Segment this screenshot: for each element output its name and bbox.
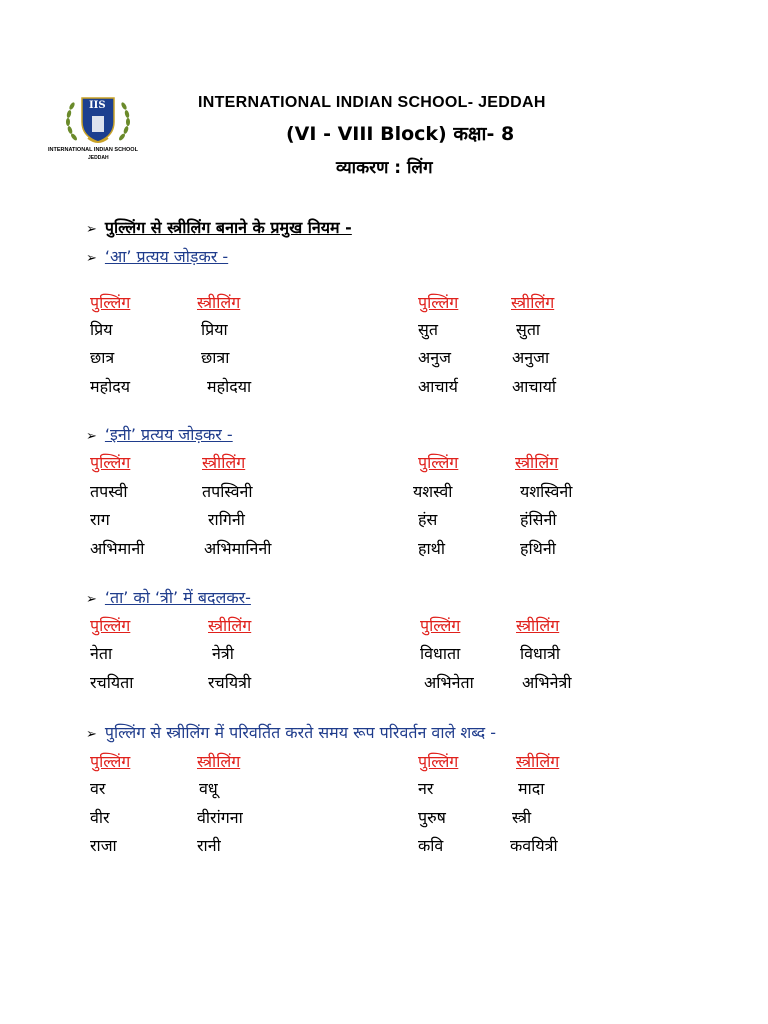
school-name: INTERNATIONAL INDIAN SCHOOL- JEDDAH [198, 94, 546, 111]
col-header-fem: स्त्रीलिंग [202, 453, 246, 472]
word: नेत्री [212, 644, 234, 663]
topic-title: व्याकरण : लिंग [336, 158, 433, 178]
col-header-masc: पुल्लिंग [418, 752, 459, 771]
word: प्रिय [90, 320, 113, 339]
col-header-fem: स्त्रीलिंग [197, 752, 241, 771]
word: रचयित्री [208, 673, 252, 692]
word: राजा [90, 836, 117, 855]
word: कवयित्री [510, 836, 558, 855]
col-header-masc: पुल्लिंग [90, 453, 131, 472]
word: अनुजा [512, 348, 550, 367]
col-header-fem: स्त्रीलिंग [515, 453, 559, 472]
block-class: (VI - VIII Block) कक्षा- 8 [286, 123, 515, 145]
section-1-title: ➢ ‘आ’ प्रत्यय जोड़कर - [86, 247, 229, 266]
word: रानी [197, 836, 221, 855]
col-header-masc: पुल्लिंग [90, 293, 131, 312]
word: अभिनेता [424, 673, 474, 692]
word: अनुज [418, 348, 451, 367]
col-header-fem: स्त्रीलिंग [197, 293, 241, 312]
word: हथिनी [520, 539, 556, 558]
word: कवि [418, 836, 444, 855]
word: महोदया [207, 377, 252, 396]
logo-caption: INTERNATIONAL INDIAN SCHOOL [48, 147, 138, 153]
col-header-fem: स्त्रीलिंग [208, 616, 252, 635]
word: विधात्री [520, 644, 561, 663]
bullet-arrow-icon: ➢ [86, 429, 97, 444]
word: यशस्विनी [520, 482, 573, 501]
word: तपस्विनी [202, 482, 253, 501]
word: प्रिया [201, 320, 228, 339]
word: आचार्य [418, 377, 458, 396]
logo-city: JEDDAH [88, 155, 109, 161]
word: मादा [518, 779, 545, 798]
word: सुत [418, 320, 438, 339]
word: राग [90, 510, 110, 529]
bullet-arrow-icon: ➢ [86, 251, 97, 266]
word: हाथी [418, 539, 446, 558]
col-header-masc: पुल्लिंग [90, 616, 131, 635]
bullet-arrow-icon: ➢ [86, 727, 97, 742]
word: महोदय [90, 377, 130, 396]
word: तपस्वी [90, 482, 128, 501]
word: नर [418, 779, 434, 798]
col-header-masc: पुल्लिंग [418, 293, 459, 312]
col-header-masc: पुल्लिंग [90, 752, 131, 771]
word: हंसिनी [520, 510, 557, 529]
section-3-title: ➢ ‘ता’ को ‘त्री’ में बदलकर- [86, 588, 251, 607]
col-header-fem: स्त्रीलिंग [516, 616, 560, 635]
col-header-fem: स्त्रीलिंग [516, 752, 560, 771]
col-header-masc: पुल्लिंग [418, 453, 459, 472]
word: यशस्वी [413, 482, 453, 501]
logo-text: IIS [89, 100, 106, 111]
word: सुता [516, 320, 541, 339]
bullet-arrow-icon: ➢ [86, 222, 97, 237]
word: हंस [418, 510, 438, 529]
word: विधाता [420, 644, 461, 663]
word: पुरुष [418, 808, 446, 827]
main-heading: ➢ पुल्लिंग से स्त्रीलिंग बनाने के प्रमुख नियम - [86, 218, 352, 237]
word: स्त्री [512, 808, 532, 827]
col-header-fem: स्त्रीलिंग [511, 293, 555, 312]
word: अभिमानी [90, 539, 145, 558]
word: रागिनी [208, 510, 245, 529]
word: नेता [90, 644, 113, 663]
word: अभिनेत्री [522, 673, 572, 692]
word: वर [90, 779, 106, 798]
word: वधू [199, 779, 218, 798]
word: आचार्या [512, 377, 557, 396]
word: अभिमानिनी [204, 539, 272, 558]
bullet-arrow-icon: ➢ [86, 592, 97, 607]
word: छात्रा [201, 348, 230, 367]
word: वीरांगना [197, 808, 243, 827]
section-2-title: ➢ ‘इनी’ प्रत्यय जोड़कर - [86, 425, 233, 444]
word: छात्र [90, 348, 115, 367]
word: रचयिता [90, 673, 134, 692]
col-header-masc: पुल्लिंग [420, 616, 461, 635]
section-4-title: ➢ पुल्लिंग से स्त्रीलिंग में परिवर्तित करते समय रूप परिवर्तन वाले शब्द - [86, 723, 496, 742]
word: वीर [90, 808, 110, 827]
school-logo [48, 92, 144, 162]
